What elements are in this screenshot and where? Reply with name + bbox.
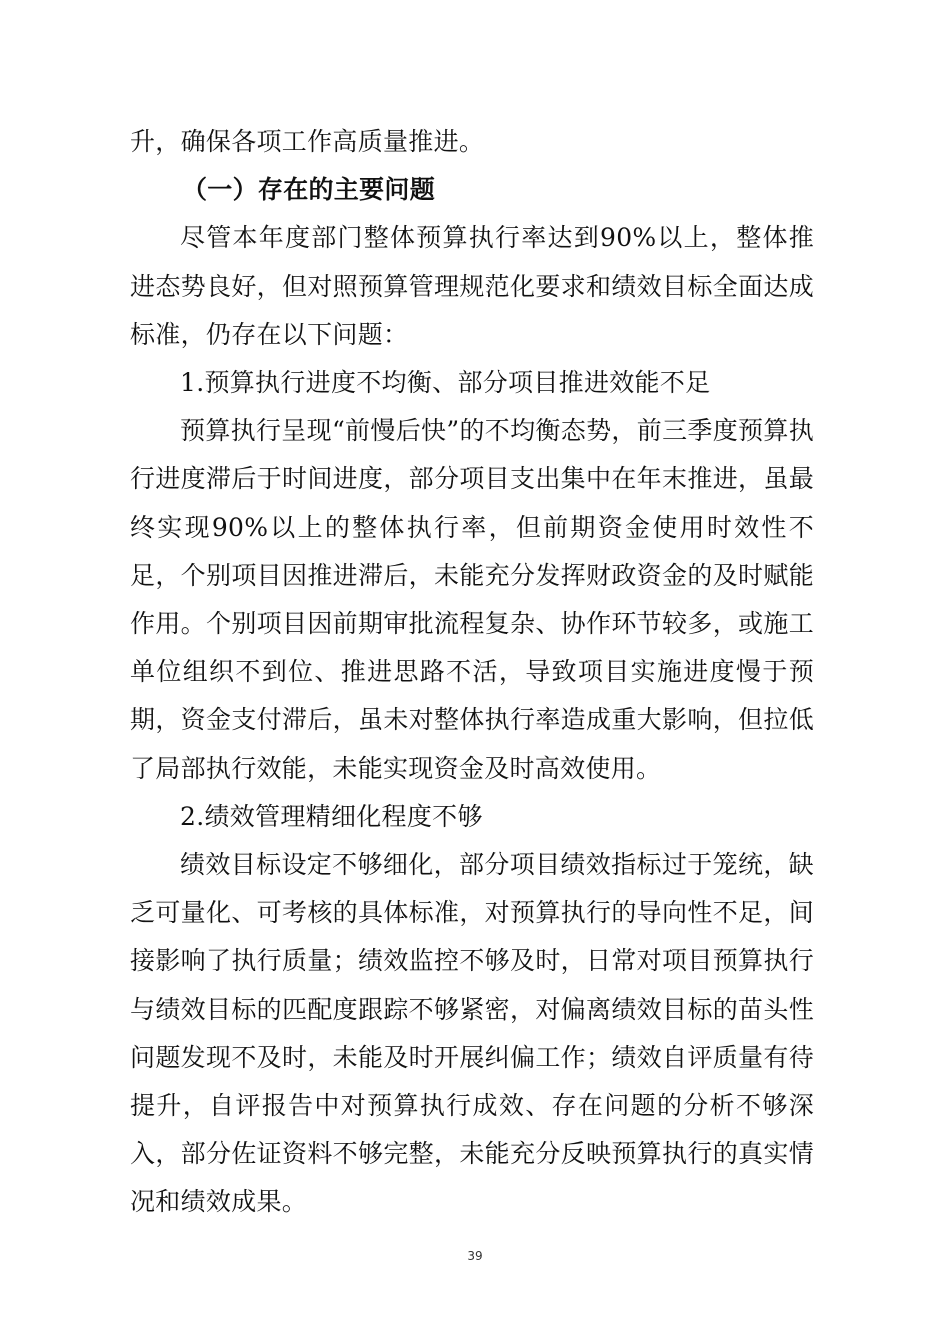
- subheading-1: 1.预算执行进度不均衡、部分项目推进效能不足: [180, 368, 711, 398]
- page-number: 39: [467, 1249, 483, 1263]
- subheading-2: 2.绩效管理精细化程度不够: [180, 801, 483, 831]
- continuation-paragraph: 升，确保各项工作高质量推进。: [130, 127, 485, 156]
- paragraph-1: 预算执行呈现“前慢后快”的不均衡态势，前三季度预算执行进度滞后于时间进度，部分项目支出集中在年末推进，虽最终实现90%以上的整体执行率，但前期资金使用时效性不足，个别项目因推进滞后，未能充分发挥财政资金的及时赋能作用。个别项目因前期审批流程复杂、协作环节较多，或施工单位组织不到位、推进思路不活，导致项目实施进度慢于预期，资金支付滞后，虽未对整体执行率造成重大影响，但拉低了局部执行效能，未能实现资金及时高效使用。: [130, 416, 814, 783]
- intro-paragraph: 尽管本年度部门整体预算执行率达到90%以上，整体推进态势良好，但对照预算管理规范化要求和绩效目标全面达成标准，仍存在以下问题：: [130, 223, 814, 349]
- page-body: [130, 118, 814, 1227]
- section-heading: （一）存在的主要问题: [182, 175, 436, 205]
- paragraph-2: 绩效目标设定不够细化，部分项目绩效指标过于笼统，缺乏可量化、可考核的具体标准，对预算执行的导向性不足，间接影响了执行质量；绩效监控不够及时，日常对项目预算执行与绩效目标的匹配度跟踪不够紧密，对偏离绩效目标的苗头性问题发现不及时，未能及时开展纠偏工作；绩效自评质量有待提升，自评报告中对预算执行成效、存在问题的分析不够深入，部分佐证资料不够完整，未能充分反映预算执行的真实情况和绩效成果。: [130, 850, 814, 1217]
